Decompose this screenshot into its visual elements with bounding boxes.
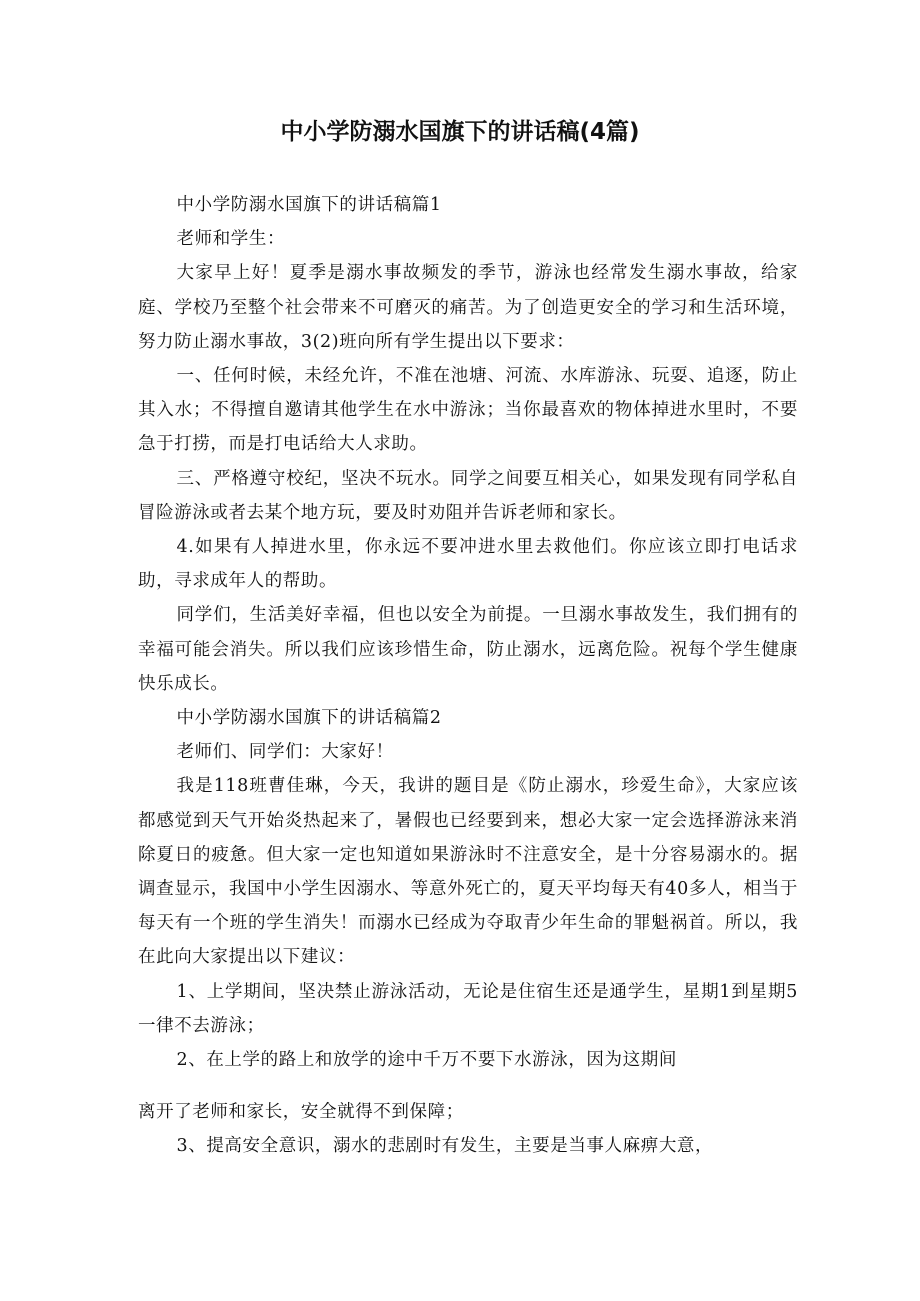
- paragraph: 同学们，生活美好幸福，但也以安全为前提。一旦溺水事故发生，我们拥有的幸福可能会消失。所以我们应该珍惜生命，防止溺水，远离危险。祝每个学生健康快乐成长。: [138, 605, 798, 694]
- salutation-1: 老师和学生：: [176, 229, 286, 250]
- paragraph: 我是118班曹佳琳，今天，我讲的题目是《防止溺水，珍爱生命》，大家应该都感觉到天气开始炎热起来了，暑假也已经要到来，想必大家一定会选择游泳来消除夏日的疲惫。但大家一定也知道如果游泳时不注意安全，是十分容易溺水的。据调查显示，我国中小学生因溺水、等意外死亡的，夏天平均每天有40多人，相当于每天有一个班的学生消失！而溺水已经成为夺取青少年生命的罪魁祸首。所以，我在此向大家提出以下建议：: [138, 776, 798, 968]
- paragraph: 2、在上学的路上和放学的途中千万不要下水游泳，因为这期间: [176, 1050, 677, 1071]
- section-heading-2: 中小学防溺水国旗下的讲话稿篇2: [176, 708, 442, 729]
- salutation-2: 老师们、同学们：大家好！: [176, 742, 394, 763]
- paragraph: 3、提高安全意识，溺水的悲剧时有发生，主要是当事人麻痹大意，: [176, 1136, 714, 1157]
- document-body: [138, 188, 798, 1164]
- paragraph-continuation: 离开了老师和家长，安全就得不到保障；: [138, 1102, 464, 1123]
- paragraph: 4.如果有人掉进水里，你永远不要冲进水里去救他们。你应该立即打电话求助，寻求成年人的帮助。: [138, 537, 798, 592]
- document-title: 中小学防溺水国旗下的讲话稿(4篇): [280, 119, 640, 145]
- paragraph: 1、上学期间，坚决禁止游泳活动，无论是住宿生还是通学生，星期1到星期5一律不去游泳；: [138, 981, 798, 1036]
- section-heading-1: 中小学防溺水国旗下的讲话稿篇1: [176, 195, 442, 215]
- paragraph: 三、严格遵守校纪，坚决不玩水。同学之间要互相关心，如果发现有同学私自冒险游泳或者去某个地方玩，要及时劝阻并告诉老师和家长。: [138, 468, 798, 523]
- paragraph: 一、任何时候，未经允许，不准在池塘、河流、水库游泳、玩耍、追逐，防止其入水；不得擅自邀请其他学生在水中游泳；当你最喜欢的物体掉进水里时，不要急于打捞，而是打电话给大人求助。: [138, 366, 798, 455]
- paragraph: 大家早上好！夏季是溺水事故频发的季节，游泳也经常发生溺水事故，给家庭、学校乃至整个社会带来不可磨灭的痛苦。为了创造更安全的学习和生活环境，努力防止溺水事故，3(2)班向所有学生提出以下要求：: [138, 263, 798, 352]
